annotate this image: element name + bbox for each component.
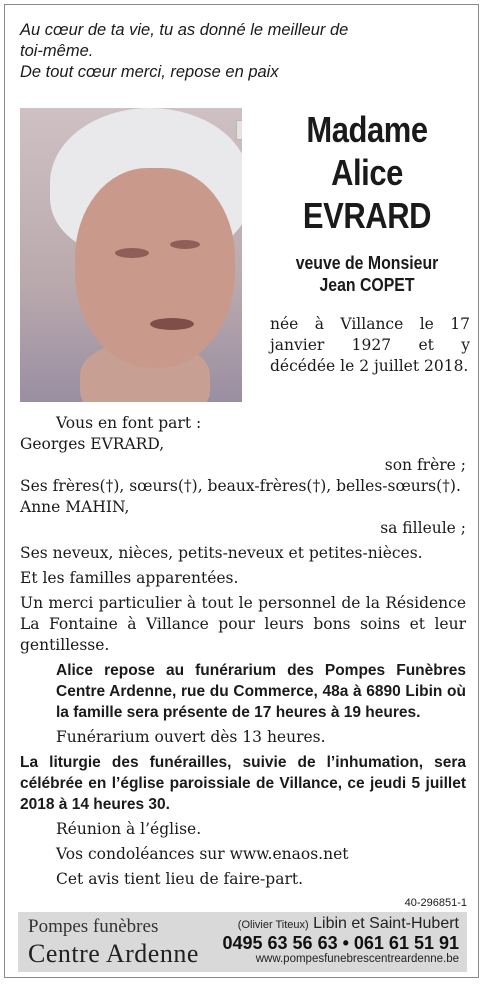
nephews-line: Ses neveux, nièces, petits-neveux et petites-nièces. — [20, 544, 423, 562]
opening-hours: Funérarium ouvert dès 13 heures. — [56, 728, 326, 746]
notice-line: Cet avis tient lieu de faire-part. — [56, 870, 304, 888]
face — [75, 168, 235, 368]
locations: Libin et Saint-Hubert — [313, 915, 459, 932]
reference-number: 40-296851-1 — [404, 897, 467, 909]
last-name: EVRARD — [302, 195, 432, 236]
birth-death-text: née à Villance le 17 janvier 1927 et y décédée le 2 juillet 2018. — [270, 315, 470, 375]
quote-line: toi-même. — [20, 42, 94, 60]
mourner-name: Anne MAHIN, — [20, 498, 130, 516]
company-line2: Centre Ardenne — [28, 939, 199, 968]
right-eye — [170, 240, 200, 249]
quote-line: Au cœur de ta vie, tu as donné le meilleur de — [20, 21, 349, 39]
contact-person: (Olivier Titeux) — [237, 919, 309, 931]
thanks-paragraph: Un merci particulier à tout le personnel de la Résidence La Fontaine à Villance pour leurs bons soins et leur gentillesse. — [20, 594, 466, 654]
website: www.pompesfunebrescentreardenne.be — [255, 953, 459, 965]
mouth — [150, 318, 194, 330]
widow-line: veuve de Monsieur — [295, 253, 439, 273]
wall-switch — [236, 120, 242, 140]
phone-numbers: 0495 63 56 63 • 061 61 51 91 — [222, 933, 459, 953]
siblings-line: Ses frères(†), sœurs(†), beaux-frères(†), belles-sœurs(†). — [20, 477, 461, 495]
funeral-home-banner — [18, 912, 467, 972]
company-line1: Pompes funèbres — [28, 916, 159, 937]
mourner-name: Georges EVRARD, — [20, 435, 165, 453]
left-eye — [115, 248, 149, 258]
intro: Vous en font part : — [56, 414, 202, 432]
deceased-name — [277, 108, 458, 237]
meeting-line: Réunion à l’église. — [56, 820, 202, 838]
portrait-photo — [20, 108, 242, 402]
announcement-body — [20, 413, 466, 890]
mourner-relation: son frère ; — [384, 456, 466, 474]
liturgy-paragraph: La liturgie des funérailles, suivie de l’inhumation, sera célébrée en l’église paroissiale de Villance, ce jeudi 5 juillet 2018 à 14 heures 30. — [20, 754, 466, 813]
widow-spouse: Jean COPET — [319, 275, 415, 295]
epitaph-quote — [20, 20, 460, 83]
first-name: Alice — [331, 152, 403, 193]
quote-line: De tout cœur merci, repose en paix — [20, 63, 279, 81]
families-line: Et les familles apparentées. — [20, 569, 239, 587]
widow-of — [275, 252, 460, 296]
locations-line — [238, 915, 459, 933]
condolences-line: Vos condoléances sur www.enaos.net — [56, 845, 349, 863]
mourner-relation: sa filleule ; — [380, 519, 466, 537]
name-title: Madame — [306, 109, 428, 150]
funerarium-paragraph — [20, 660, 466, 723]
funerarium-text: Alice repose au funérarium des Pompes Funèbres Centre Ardenne, rue du Commerce, 48a à 6890 Libin où la famille sera présente de 17 heures à 19 heures. — [56, 662, 466, 721]
